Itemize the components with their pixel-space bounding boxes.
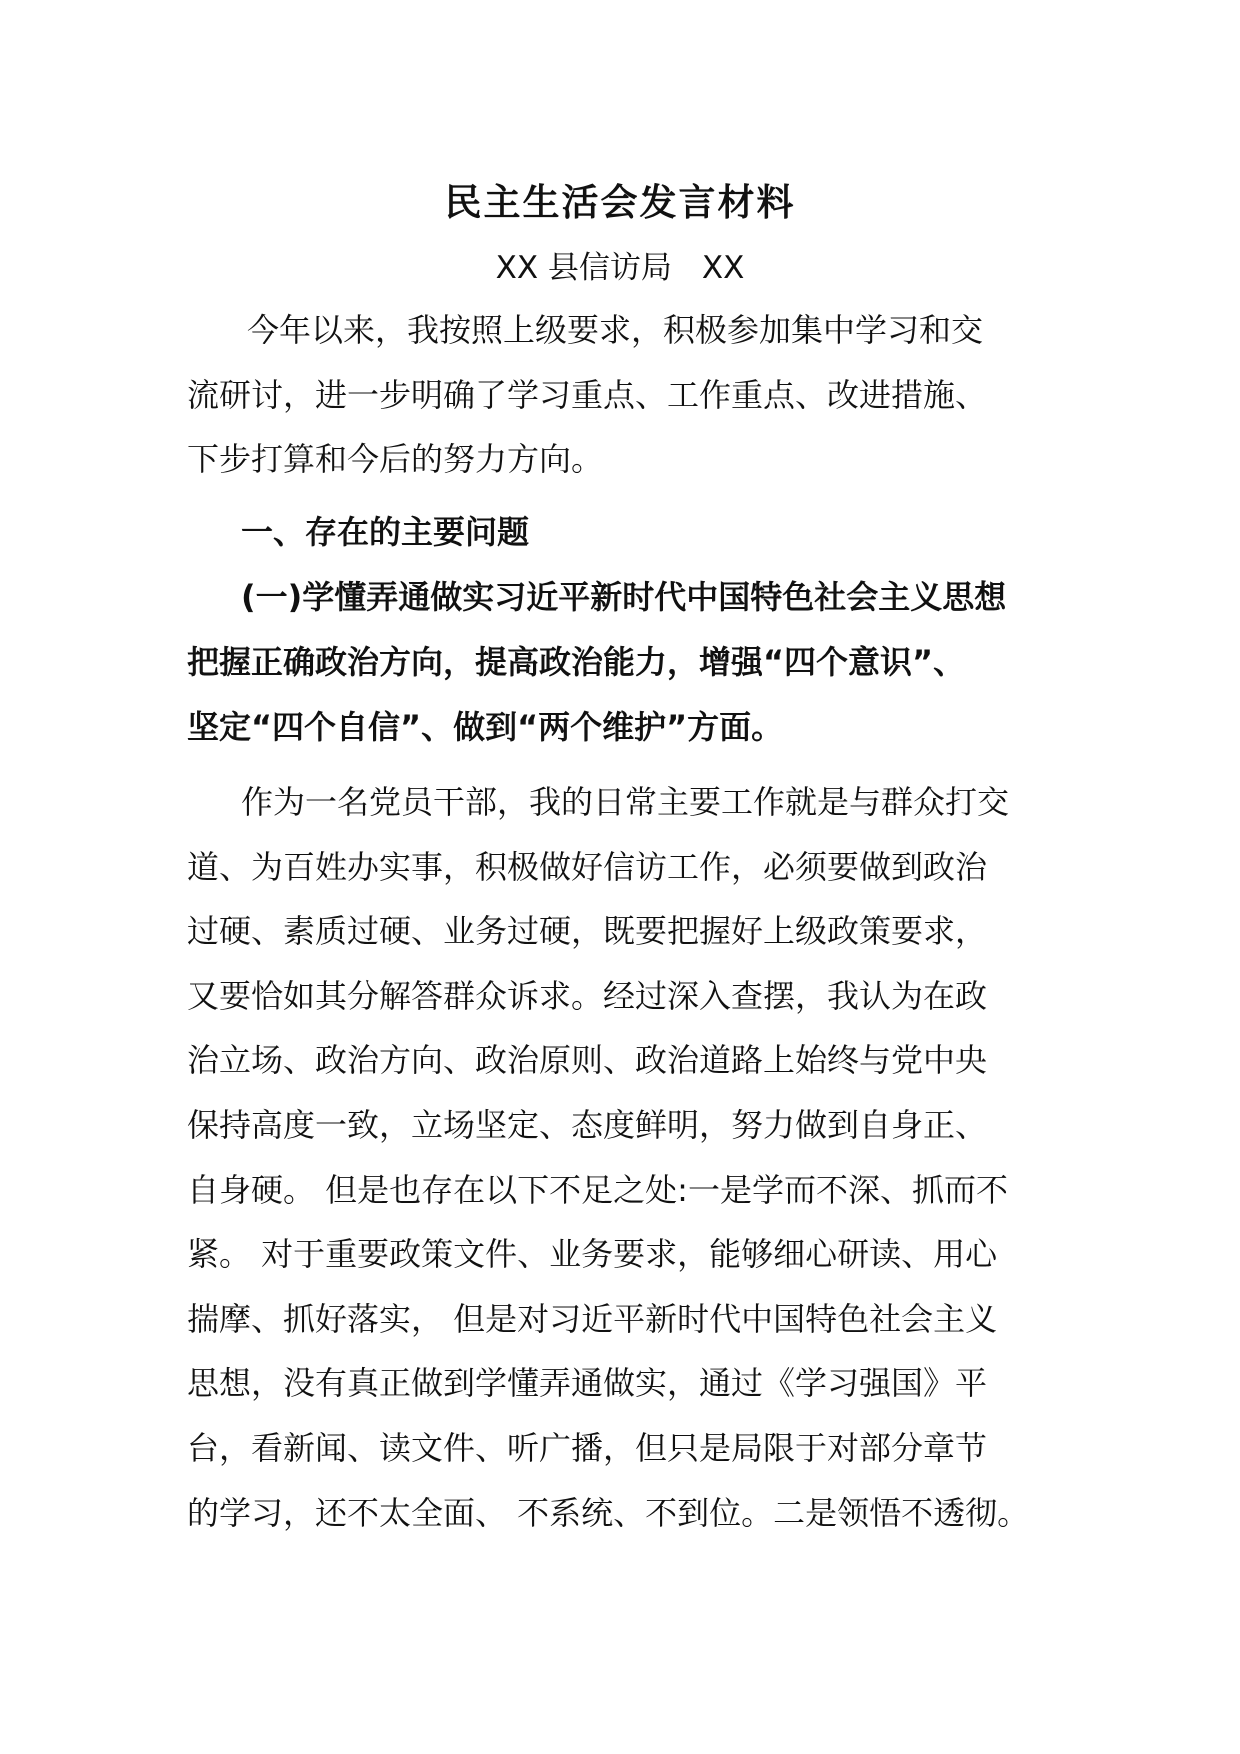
paragraph-line: 思想，没有真正做到学懂弄通做实，通过《学习强国》平 bbox=[187, 1364, 988, 1403]
paragraph-line: 台，看新闻、读文件、听广播，但只是局限于对部分章节 bbox=[187, 1428, 988, 1467]
body-paragraph bbox=[187, 770, 1067, 1545]
paragraph-line: 治立场、政治方向、政治原则、政治道路上始终与党中央 bbox=[187, 1041, 988, 1080]
subsection-heading bbox=[187, 565, 1067, 760]
paragraph-line: 今年以来，我按照上级要求，积极参加集中学习和交 bbox=[247, 311, 984, 349]
intro-paragraph bbox=[187, 298, 1067, 492]
author-unit: XX 县信访局 bbox=[495, 250, 672, 286]
document-title: 民主生活会发言材料 bbox=[444, 180, 796, 224]
paragraph-line: 过硬、素质过硬、业务过硬，既要把握好上级政策要求， bbox=[187, 912, 988, 951]
paragraph-line: 紧。 对于重要政策文件、业务要求，能够细心研读、用心 bbox=[187, 1235, 998, 1274]
subheading-line: 把握正确政治方向，提高政治能力，增强“四个意识”、 bbox=[187, 643, 966, 681]
paragraph-line: 自身硬。 但是也存在以下不足之处:一是学而不深、抓而不 bbox=[187, 1170, 1008, 1209]
subheading-line: (一)学懂弄通做实习近平新时代中国特色社会主义思想 bbox=[241, 578, 1007, 616]
subheading-line: 坚定“四个自信”、做到“两个维护”方面。 bbox=[187, 708, 784, 746]
paragraph-line: 道、为百姓办实事，积极做好信访工作，必须要做到政治 bbox=[187, 847, 988, 886]
paragraph-line: 下步打算和今后的努力方向。 bbox=[187, 440, 604, 479]
paragraph-line: 的学习，还不太全面、 不系统、不到位。二是领悟不透彻。 bbox=[187, 1493, 1030, 1532]
section-heading: 一、存在的主要问题 bbox=[241, 513, 530, 551]
paragraph-line: 又要恰如其分解答群众诉求。经过深入查摆，我认为在政 bbox=[187, 976, 988, 1015]
paragraph-line: 保持高度一致，立场坚定、态度鲜明，努力做到自身正、 bbox=[187, 1105, 988, 1144]
paragraph-line: 流研讨，进一步明确了学习重点、工作重点、改进措施、 bbox=[187, 375, 988, 414]
paragraph-line: 揣摩、抓好落实， 但是对习近平新时代中国特色社会主义 bbox=[187, 1299, 998, 1338]
author-name: XX bbox=[701, 250, 745, 286]
author-line bbox=[0, 246, 1240, 290]
paragraph-line: 作为一名党员干部，我的日常主要工作就是与群众打交 bbox=[241, 783, 1010, 821]
